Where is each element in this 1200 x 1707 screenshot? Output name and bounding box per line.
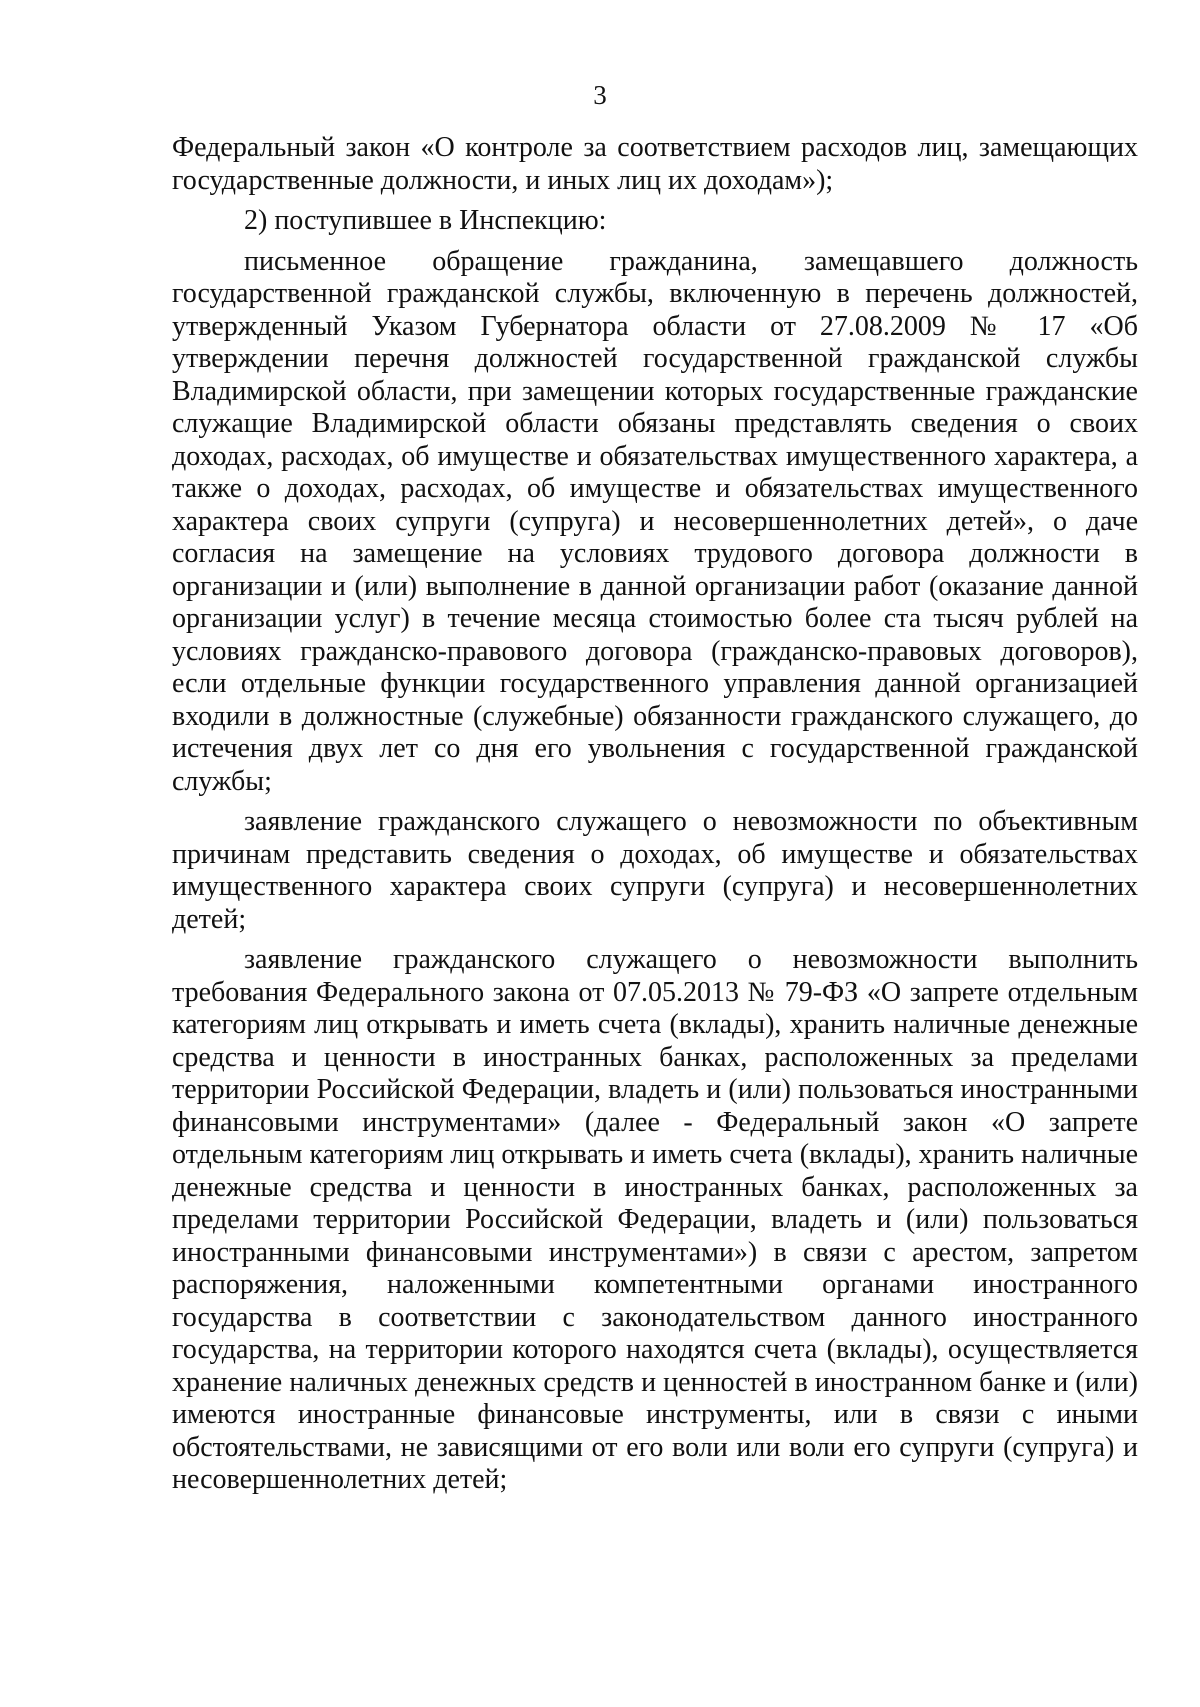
paragraph-statement-income-info: заявление гражданского служащего о невозможности по объективным причинам представить сведения о доходах, об имуществе и обязательствах имущественного характера своих супруги (супруга) и несовершеннолетних детей;	[172, 806, 1138, 935]
paragraph-item-2-heading: 2) поступившее в Инспекцию:	[244, 205, 607, 236]
page-number: 3	[593, 80, 607, 110]
document-body	[172, 132, 1138, 1505]
paragraph-written-appeal: письменное обращение гражданина, замещавшего должность государственной гражданской службы, включенную в перечень должностей, утвержденный Указом Губернатора области от 27.08.2009 № 17 «Об утверждении перечня должностей государственной гражданской службы Владимирской области, при замещении которых государственные гражданские служащие Владимирской области обязаны представлять сведения о своих доходах, расходах, об имуществе и обязательствах имущественного характера, а также о доходах, расходах, об имуществе и обязательствах имущественного характера своих супруги (супруга) и несовершеннолетних детей», о даче согласия на замещение на условиях трудового договора должности в организации и (или) выполнение в данной организации работ (оказание данной организации услуг) в течение месяца стоимостью более ста тысяч рублей на условиях гражданско-правового договора (гражданско-правовых договоров), если отдельные функции государственного управления данной организацией входили в должностные (служебные) обязанности гражданского служащего, до истечения двух лет со дня его увольнения с государственной гражданской службы;	[172, 245, 1138, 797]
paragraph-statement-foreign-accounts: заявление гражданского служащего о невозможности выполнить требования Федерального закона от 07.05.2013 № 79-ФЗ «О запрете отдельным категориям лиц открывать и иметь счета (вклады), хранить наличные денежные средства и ценности в иностранных банках, расположенных за пределами территории Российской Федерации, владеть и (или) пользоваться иностранными финансовыми инструментами» (далее - Федеральный закон «О запрете отдельным категориям лиц открывать и иметь счета (вклады), хранить наличные денежные средства и ценности в иностранных банках, расположенных за пределами территории Российской Федерации, владеть и (или) пользоваться иностранными финансовыми инструментами») в связи с арестом, запретом распоряжения, наложенными компетентными органами иностранного государства в соответствии с законодательством данного иностранного государства, на территории которого находятся счета (вклады), осуществляется хранение наличных денежных средств и ценностей в иностранном банке и (или) имеются иностранные финансовые инструменты, или в связи с иными обстоятельствами, не зависящими от его воли или воли его супруги (супруга) и несовершеннолетних детей;	[172, 944, 1138, 1495]
paragraph-federal-law-continuation: Федеральный закон «О контроле за соответствием расходов лиц, замещающих государственные должности, и иных лиц их доходам»);	[172, 132, 1138, 196]
